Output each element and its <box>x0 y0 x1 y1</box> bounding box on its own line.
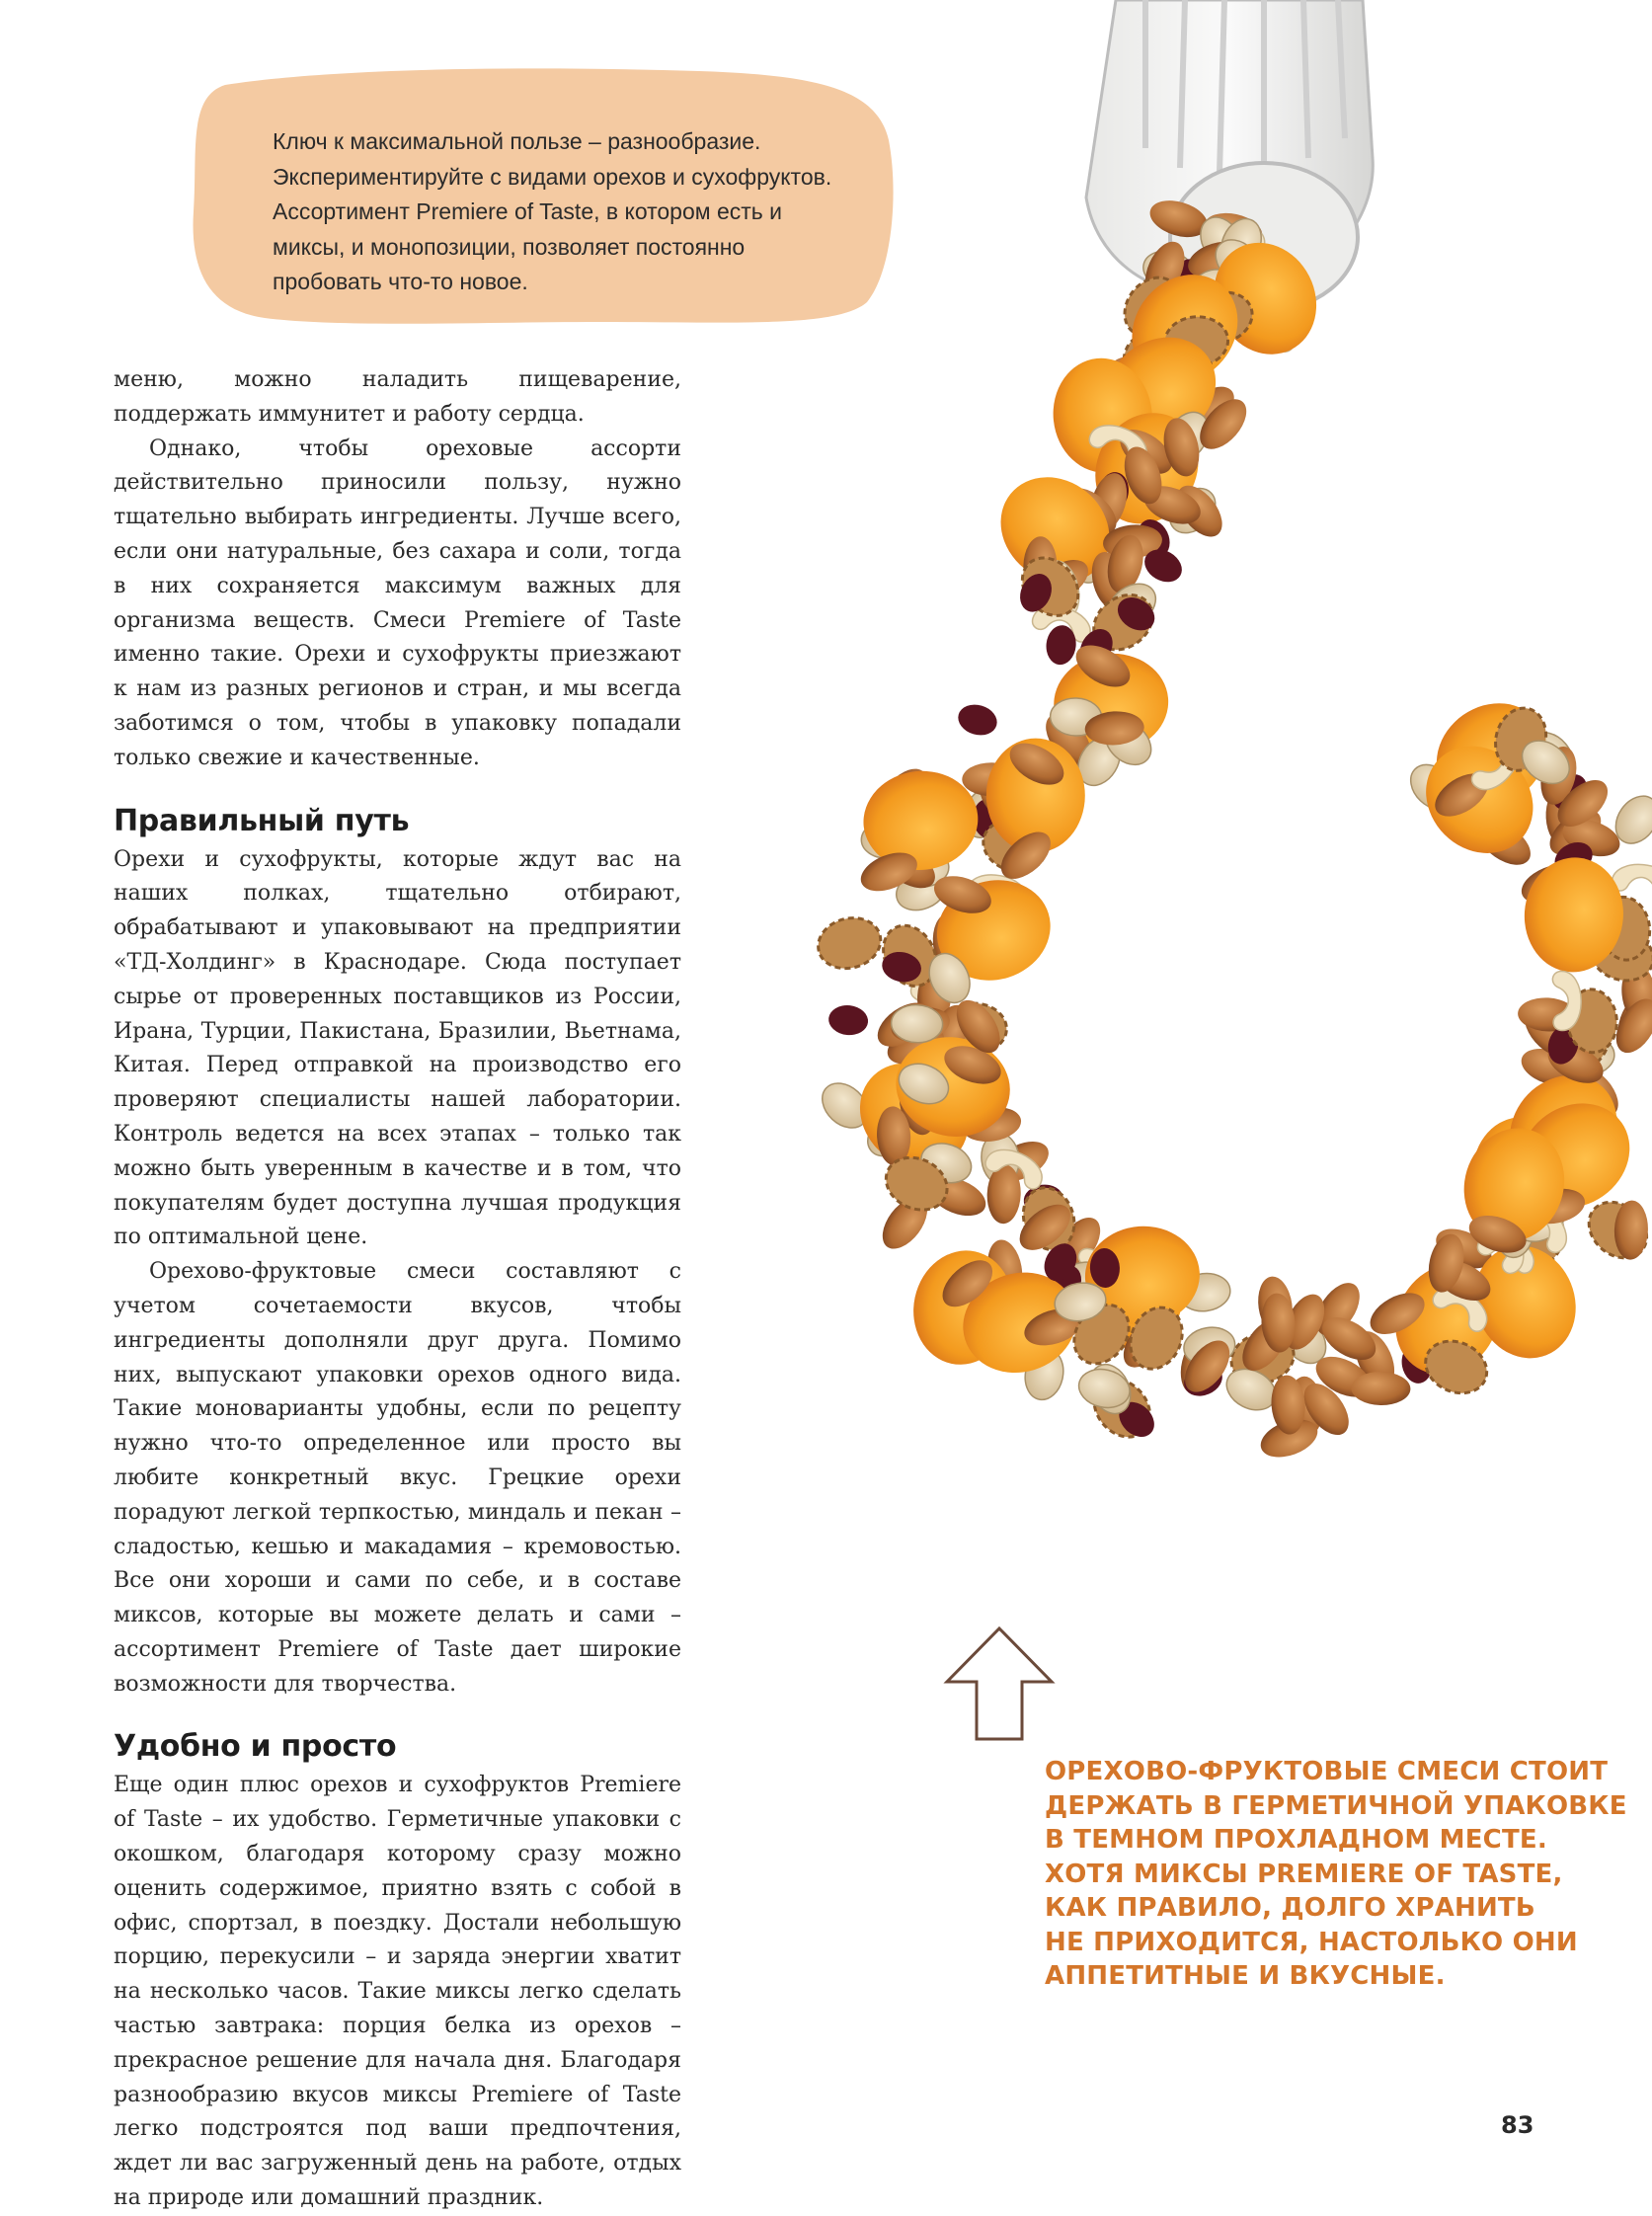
tip-line: ДЕРЖАТЬ В ГЕРМЕТИЧНОЙ УПАКОВКЕ <box>1045 1790 1627 1821</box>
nut-trail <box>813 195 1652 1464</box>
walnut <box>813 911 887 976</box>
arrow-up-icon <box>943 1624 1056 1743</box>
tip-line: КАК ПРАВИЛО, ДОЛГО ХРАНИТЬ <box>1045 1893 1535 1923</box>
paragraph: Однако, чтобы ореховые ассорти действительно приносили пользу, нужно тщательно выбирать ингредиенты. Лучше всего, если они натуральные, без сахара и соли, тогда в них сохраняется максимум важных для организма веществ. Смеси Premiere of Taste именно такие. Орехи и сухофрукты приезжают к нам из разных регионов и стран, и мы всегда заботимся о том, чтобы в упаковку попадали только свежие и качественные. <box>114 435 681 770</box>
almond <box>1351 1371 1411 1405</box>
paragraph: Еще один плюс орехов и сухофруктов Premiere of Taste – их удобство. Герметичные упаковки с окошком, благодаря которому сразу можно оценить содержимое, приятно взять с собой в офис, спортзал, в поездку. Достали небольшую порцию, перекусили – и заряда энергии хватит на несколько часов. Такие миксы легко сделать частью завтрака: порция белка из орехов – прекрасное решение для начала дня. Благодаря разнообразию вкусов миксы Premiere of Taste легко подстроятся под ваши предпочтения, ждет ли вас загруженный день на работе, отдых на природе или домашний праздник. <box>114 1773 681 2211</box>
cranberry <box>827 1003 870 1037</box>
nuts-photo <box>681 0 1652 1639</box>
tip-line: АППЕТИТНЫЕ И ВКУСНЫЕ. <box>1045 1961 1446 1991</box>
tip-line: ОРЕХОВО-ФРУКТОВЫЕ СМЕСИ СТОИТ <box>1045 1757 1609 1786</box>
tip-line: ХОТЯ МИКСЫ PREMIERE OF TASTE, <box>1045 1859 1563 1889</box>
section-heading: Правильный путь <box>114 803 410 838</box>
section-heading: Удобно и просто <box>114 1729 397 1765</box>
storage-tip <box>1045 1755 1627 1994</box>
page-number: 83 <box>1501 2111 1534 2139</box>
article-body <box>114 363 681 2216</box>
paragraph: меню, можно наладить пищеварение, поддержать иммунитет и работу сердца. <box>114 367 681 427</box>
paragraph: Орехово-фруктовые смеси составляют с учетом сочетаемости вкусов, чтобы ингредиенты дополняли друг друга. Помимо них, выпускают упаковки орехов одного вида. Такие моноварианты удобны, если по рецепту нужно что-то определенное или просто вы любите конкретный вкус. Грецкие орехи порадуют легкой терпкостью, миндаль и пекан – сладостью, кешью и макадамия – кремовостью. Все они хороши и сами по себе, и в составе миксов, которые вы можете делать и сами – ассортимент Premiere of Taste дает широкие возможности для творчества. <box>114 1259 681 1697</box>
paragraph: Орехи и сухофрукты, которые ждут вас на наших полках, тщательно отбирают, обрабатывают и упаковывают на предприятии «ТД-Холдинг» в Краснодаре. Сюда поступает сырье от проверенных поставщиков из России, Ирана, Турции, Пакистана, Бразилии, Вьетнама, Китая. Перед отправкой на производство его проверяют специалисты нашей лаборатории. Контроль ведется на всех этапах – только так можно быть уверенным в качестве и в том, что покупателям будет доступна лучшая продукция по оптимальной цене. <box>114 846 681 1250</box>
cranberry <box>955 700 1001 740</box>
callout-text: Ключ к максимальной пользе – разнообразие. Экспериментируйте с видами орехов и сухофруктов. Ассортимент Premiere of Taste, в котором есть и миксы, и монопозиции, позволяет постоянно пробовать что-то новое. <box>273 128 832 294</box>
tip-line: В ТЕМНОМ ПРОХЛАДНОМ МЕСТЕ. <box>1045 1825 1547 1855</box>
tip-line: НЕ ПРИХОДИТСЯ, НАСТОЛЬКО ОНИ <box>1045 1927 1578 1957</box>
